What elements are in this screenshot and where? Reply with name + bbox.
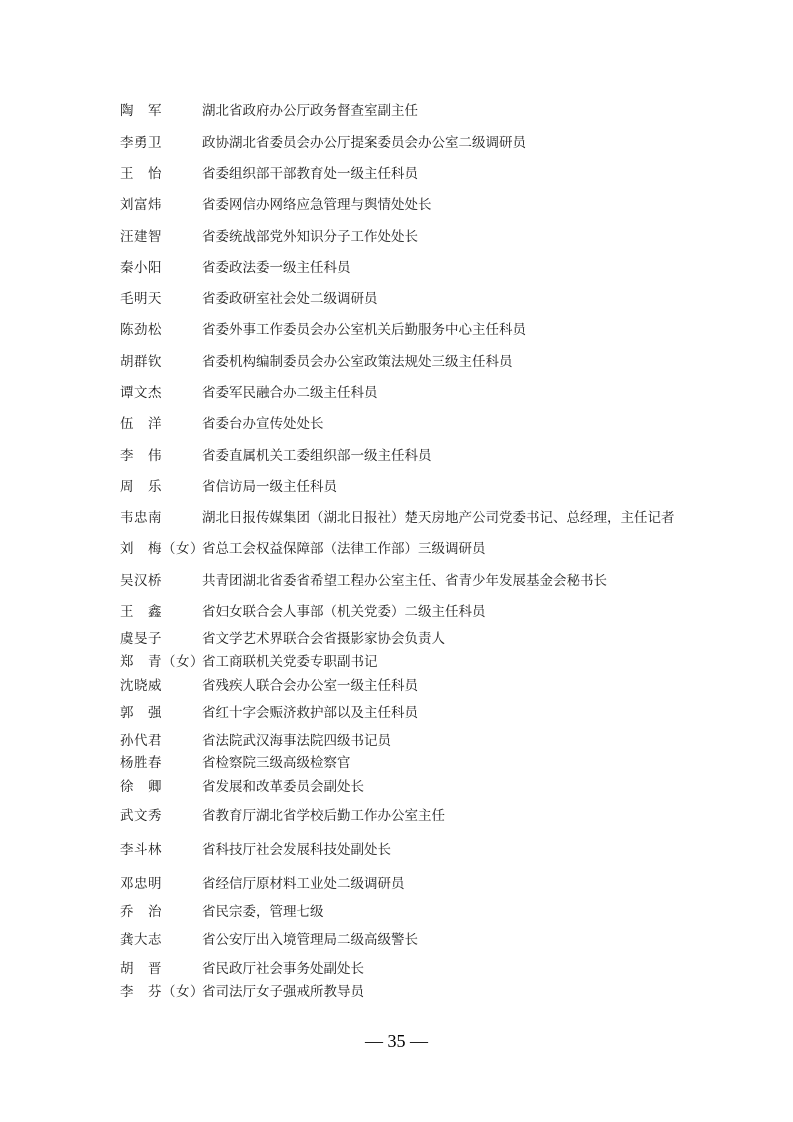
person-name: 乔 治 [120,904,162,920]
person-title: 省发展和改革委员会副处长 [202,779,364,795]
person-name: 郑 青（女） [120,654,204,670]
list-item [120,776,720,798]
person-name: 王 鑫 [120,604,162,620]
person-title: 共青团湖北省委省希望工程办公室主任、省青少年发展基金会秘书长 [202,573,607,589]
person-title: 省红十字会赈济救护部以及主任科员 [202,705,418,721]
person-title: 省民政厅社会事务处副处长 [202,961,364,977]
list-item [120,651,720,673]
person-title: 省经信厅原材料工业处二级调研员 [202,876,405,892]
list-item [120,601,720,623]
list-item [120,901,720,923]
list-item [120,752,720,774]
list-item [120,288,720,310]
person-title: 省文学艺术界联合会省摄影家协会负责人 [202,631,445,647]
person-name: 刘富炜 [120,197,162,213]
list-item [120,675,720,697]
person-name: 陈劲松 [120,322,162,338]
list-item [120,507,720,529]
list-item [120,476,720,498]
person-title: 省委统战部党外知识分子工作处处长 [202,229,418,245]
list-item [120,257,720,279]
list-item [120,194,720,216]
list-item [120,839,720,861]
person-title: 省教育厅湖北省学校后勤工作办公室主任 [202,808,445,824]
person-name: 徐 卿 [120,779,162,795]
person-name: 胡 晋 [120,961,162,977]
person-title: 省残疾人联合会办公室一级主任科员 [202,678,418,694]
person-name: 谭文杰 [120,385,162,401]
person-name: 胡群钦 [120,354,162,370]
person-title: 省委台办宣传处处长 [202,416,324,432]
person-name: 龚大志 [120,932,162,948]
person-title: 省民宗委，管理七级 [202,904,324,920]
list-item [120,958,720,980]
list-item [120,351,720,373]
page-number: — 35 — [365,1031,428,1051]
person-title: 省委军民融合办二级主任科员 [202,385,378,401]
person-name: 陶 军 [120,103,162,119]
person-title: 省妇女联合会人事部（机关党委）二级主任科员 [202,604,486,620]
person-name: 吴汉桥 [120,573,162,589]
list-item [120,382,720,404]
list-item [120,570,720,592]
person-name: 李勇卫 [120,135,162,151]
list-item [120,538,720,560]
person-title: 省法院武汉海事法院四级书记员 [202,733,391,749]
list-item [120,981,720,1003]
person-title: 省信访局一级主任科员 [202,479,337,495]
list-item [120,100,720,122]
person-name: 李 伟 [120,448,162,464]
person-name: 虞旻子 [120,631,162,647]
person-name: 邓忠明 [120,876,162,892]
person-title: 省委网信办网络应急管理与舆情处处长 [202,197,432,213]
person-title: 省委政研室社会处二级调研员 [202,291,378,307]
person-name: 郭 强 [120,705,162,721]
person-name: 周 乐 [120,479,162,495]
list-item [120,873,720,895]
person-title: 省总工会权益保障部（法律工作部）三级调研员 [202,541,486,557]
list-item [120,226,720,248]
person-title: 省委政法委一级主任科员 [202,260,351,276]
person-title: 省工商联机关党委专职副书记 [202,654,378,670]
list-item [120,929,720,951]
person-name: 孙代君 [120,733,162,749]
person-title: 省委直属机关工委组织部一级主任科员 [202,448,432,464]
person-name: 王 怡 [120,166,162,182]
person-name: 毛明天 [120,291,162,307]
person-name: 汪建智 [120,229,162,245]
person-name: 刘 梅（女） [120,541,204,557]
person-title: 湖北省政府办公厅政务督查室副主任 [202,103,418,119]
person-title: 省科技厅社会发展科技处副处长 [202,842,391,858]
person-title: 湖北日报传媒集团（湖北日报社）楚天房地产公司党委书记、总经理，主任记者 [202,510,675,526]
list-item [120,445,720,467]
person-name: 沈晓威 [120,678,162,694]
list-item [120,163,720,185]
person-name: 武文秀 [120,808,162,824]
person-title: 省委组织部干部教育处一级主任科员 [202,166,418,182]
person-name: 杨胜春 [120,755,162,771]
list-item [120,413,720,435]
person-title: 省公安厅出入境管理局二级高级警长 [202,932,418,948]
person-name: 秦小阳 [120,260,162,276]
list-item [120,319,720,341]
person-name: 李斗林 [120,842,162,858]
list-item [120,702,720,724]
person-name: 韦忠南 [120,510,162,526]
person-title: 省司法厅女子强戒所教导员 [202,984,364,1000]
list-item [120,805,720,827]
person-title: 省检察院三级高级检察官 [202,755,351,771]
person-title: 省委外事工作委员会办公室机关后勤服务中心主任科员 [202,322,526,338]
person-title: 省委机构编制委员会办公室政策法规处三级主任科员 [202,354,513,370]
person-name: 伍 洋 [120,416,162,432]
person-title: 政协湖北省委员会办公厅提案委员会办公室二级调研员 [202,135,526,151]
list-item [120,730,720,752]
person-name: 李 芬（女） [120,984,204,1000]
list-item [120,628,720,650]
list-item [120,132,720,154]
